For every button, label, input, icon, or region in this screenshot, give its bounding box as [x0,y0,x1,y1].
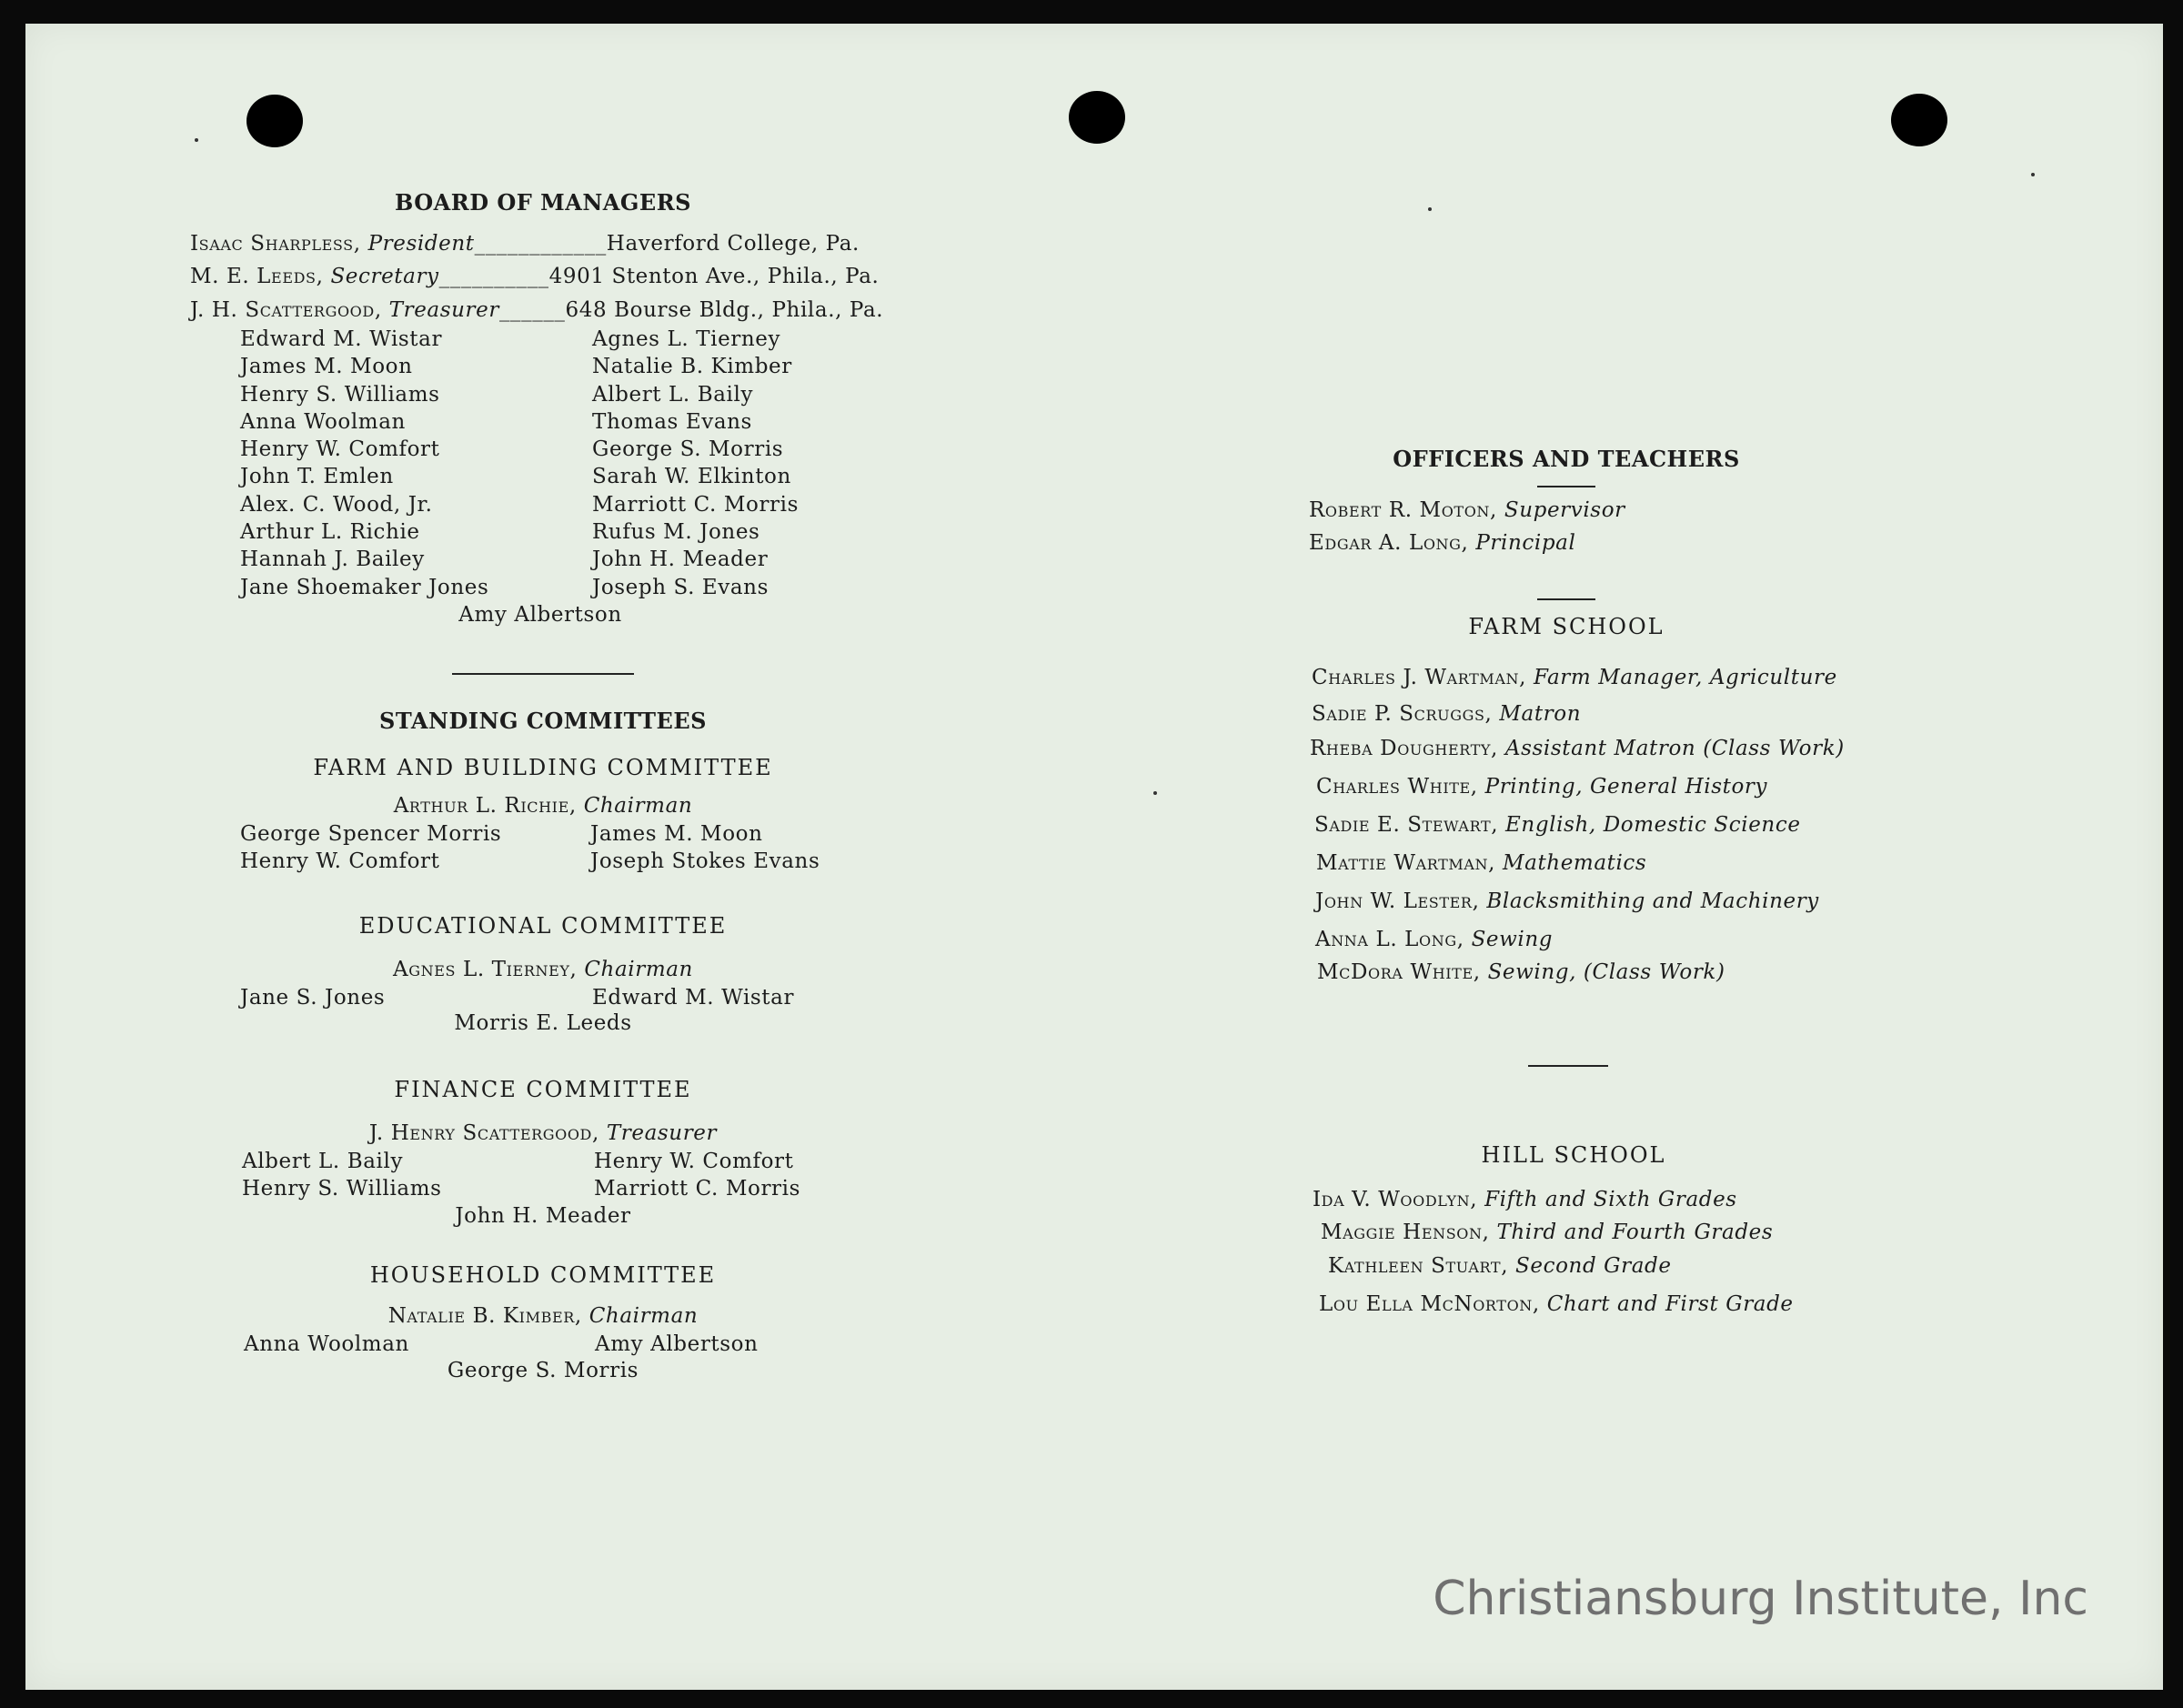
farm-committee-chair: Arthur L. Richie, Chairman [393,794,693,818]
finance-committee-title: FINANCE COMMITTEE [394,1077,692,1102]
list-item: Amy Albertson [595,1332,759,1356]
household-committee-title: HOUSEHOLD COMMITTEE [369,1262,717,1288]
officer-role: Secretary [330,265,439,288]
divider [1537,598,1595,600]
list-item: Jane Shoemaker Jones [240,575,489,599]
household-committee-chair: Natalie B. Kimber, Chairman [387,1304,699,1328]
list-item: Alex. C. Wood, Jr. [240,492,433,517]
educational-committee-left [240,984,385,1011]
list-item: Rufus M. Jones [592,520,760,545]
staff-row: John W. Lester, Blacksmithing and Machinery [1315,889,1819,913]
household-committee-left [244,1331,409,1358]
household-committee-last: George S. Morris [447,1359,639,1382]
farm-committee-title: FARM AND BUILDING COMMITTEE [313,755,773,780]
board-members-left [240,326,488,601]
divider [1528,1065,1608,1067]
punch-hole-right [1891,94,1947,146]
officer-name: Isaac Sharpless [190,232,354,256]
list-item: John H. Meader [592,548,769,572]
educational-committee-last: Morris E. Leeds [454,1011,632,1035]
staff-row: McDora White, Sewing, (Class Work) [1317,960,1725,984]
list-item: Albert L. Baily [242,1150,404,1173]
watermark: Christiansburg Institute, Inc [1433,1572,2088,1626]
standing-committees-title: STANDING COMMITTEES [379,708,707,734]
staff-row: Lou Ella McNorton, Chart and First Grade [1319,1292,1794,1316]
household-committee-right [595,1331,759,1358]
educational-committee-title: EDUCATIONAL COMMITTEE [358,913,728,939]
list-item: James M. Moon [590,822,763,846]
list-item: Joseph Stokes Evans [590,849,820,874]
staff-row: Maggie Henson, Third and Fourth Grades [1321,1221,1774,1244]
officer-name: M. E. Leeds [190,265,317,288]
list-item: George S. Morris [592,437,784,462]
list-item: Albert L. Baily [592,382,754,407]
finance-committee-right [594,1148,800,1203]
staff-row: Rheba Dougherty, Assistant Matron (Class Work) [1310,737,1845,760]
list-item: Natalie B. Kimber [592,355,792,379]
officer-row: Isaac Sharpless, President____________Haverford College, Pa. [190,232,860,256]
list-item: Thomas Evans [592,409,752,434]
list-item: Henry S. Williams [242,1177,442,1201]
list-item: Henry W. Comfort [594,1150,794,1173]
list-item: Sarah W. Elkinton [592,465,791,489]
officer-row: Robert R. Moton, Supervisor [1309,498,1625,522]
officer-name: J. H. Scattergood [190,298,375,322]
officer-role: President [367,232,475,256]
staff-row: Mattie Wartman, Mathematics [1316,851,1647,875]
officer-row: M. E. Leeds, Secretary__________4901 Stenton Ave., Phila., Pa. [190,265,880,288]
farm-school-title: FARM SCHOOL [1468,614,1665,639]
educational-committee-chair: Agnes L. Tierney, Chairman [393,958,693,981]
list-item: Hannah J. Bailey [240,548,425,572]
farm-committee-left [240,820,501,876]
staff-row: Anna L. Long, Sewing [1315,928,1554,951]
list-item: Marriott C. Morris [594,1177,800,1201]
staff-row: Ida V. Woodlyn, Fifth and Sixth Grades [1313,1188,1737,1211]
list-item: George Spencer Morris [240,822,502,846]
list-item: Marriott C. Morris [592,492,799,517]
divider [452,673,634,675]
list-item: Henry W. Comfort [240,437,440,462]
officer-address: 648 Bourse Bldg., Phila., Pa. [565,298,884,322]
staff-row: Charles J. Wartman, Farm Manager, Agriculture [1312,666,1837,689]
officer-row: Edgar A. Long, Principal [1309,531,1576,555]
staff-row: Kathleen Stuart, Second Grade [1328,1254,1672,1278]
punch-hole-center [1069,91,1125,144]
officer-address: Haverford College, Pa. [606,232,860,256]
board-members-right [592,326,799,601]
list-item: Edward M. Wistar [592,986,795,1010]
officer-address: 4901 Stenton Ave., Phila., Pa. [548,265,880,288]
board-member-last: Amy Albertson [458,603,622,627]
finance-committee-left [242,1148,442,1203]
officers-title: OFFICERS AND TEACHERS [1393,446,1740,472]
punch-hole-left [246,95,303,147]
staff-row: Charles White, Printing, General History [1316,775,1768,799]
list-item: Arthur L. Richie [240,520,420,545]
staff-row: Sadie P. Scruggs, Matron [1312,702,1582,726]
finance-committee-chair: J. Henry Scattergood, Treasurer [368,1121,718,1145]
list-item: Henry S. Williams [240,382,440,407]
officer-role: Treasurer [388,298,499,322]
list-item: Jane S. Jones [240,986,386,1010]
list-item: Anna Woolman [244,1332,409,1356]
finance-committee-last: John H. Meader [455,1204,631,1228]
hill-school-title: HILL SCHOOL [1481,1142,1666,1168]
list-item: John T. Emlen [240,465,394,489]
board-title: BOARD OF MANAGERS [395,189,691,216]
list-item: James M. Moon [240,355,413,379]
list-item: Edward M. Wistar [240,327,443,351]
list-item: Agnes L. Tierney [592,327,781,351]
staff-row: Sadie E. Stewart, English, Domestic Science [1314,813,1801,837]
farm-committee-right [590,820,820,876]
officer-row: J. H. Scattergood, Treasurer______648 Bourse Bldg., Phila., Pa. [190,298,884,322]
list-item: Henry W. Comfort [240,849,440,874]
divider [1537,486,1595,487]
list-item: Joseph S. Evans [592,575,769,599]
list-item: Anna Woolman [240,409,406,434]
educational-committee-right [592,984,794,1011]
